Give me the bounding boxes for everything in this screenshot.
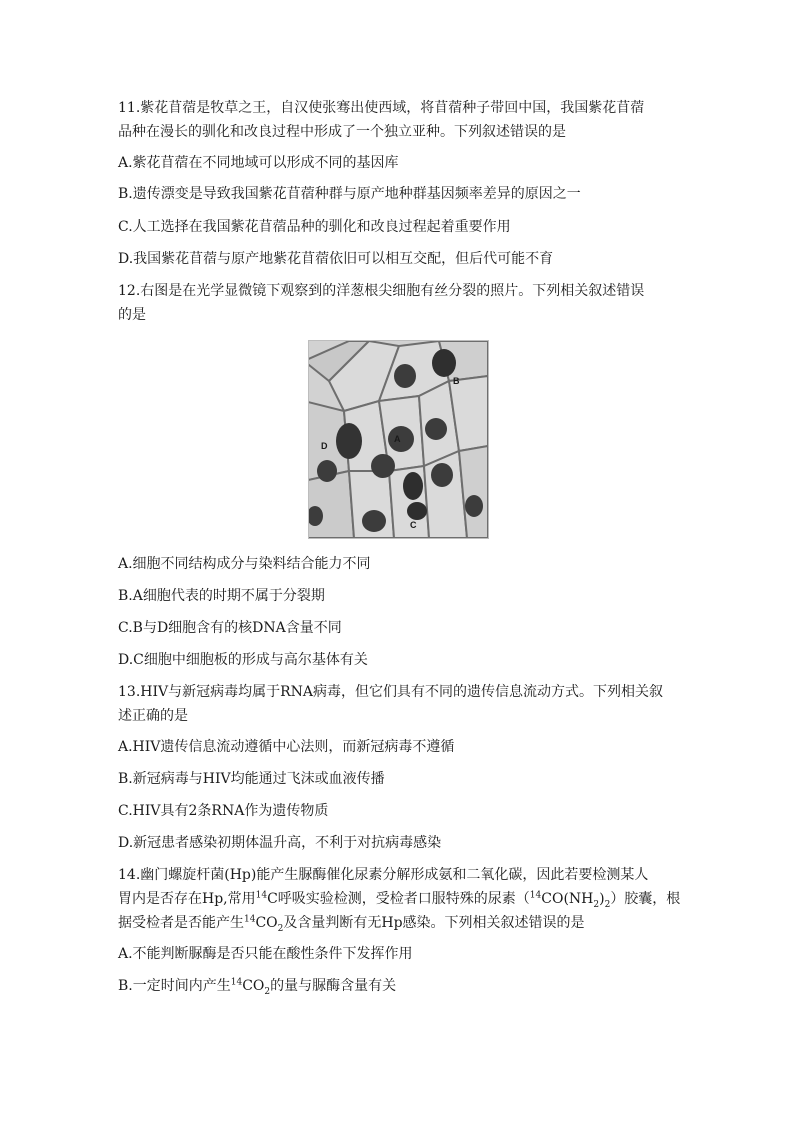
q14-stem-line3: 据受检者是否能产生$^{14}CO_2$及含量判断有无Hp感染。下列相关叙述错误的是 bbox=[118, 914, 585, 934]
q12-option-b: B.A细胞代表的时期不属于分裂期 bbox=[118, 588, 325, 604]
q12-option-c: C.B与D细胞含有的核DNA含量不同 bbox=[118, 620, 342, 636]
figure-label-b: B bbox=[453, 376, 460, 386]
q11-stem-line2: 品种在漫长的驯化和改良过程中形成了一个独立亚种。下列叙述错误的是 bbox=[118, 124, 566, 140]
onion-root-tip-micrograph bbox=[308, 340, 489, 539]
q13-option-c: C.HIV具有2条RNA作为遗传物质 bbox=[118, 803, 329, 819]
figure-label-d: D bbox=[321, 441, 328, 451]
q13-option-b: B.新冠病毒与HIV均能通过飞沫或血液传播 bbox=[118, 771, 385, 787]
q11-option-a: A.紫花苜蓿在不同地域可以形成不同的基因库 bbox=[118, 155, 399, 171]
q14-option-b: B.一定时间内产生$^{14}CO_2$的量与脲酶含量有关 bbox=[118, 977, 397, 997]
q11-option-b: B.遗传漂变是导致我国紫花苜蓿种群与原产地种群基因频率差异的原因之一 bbox=[118, 186, 581, 202]
q11-option-d: D.我国紫花苜蓿与原产地紫花苜蓿依旧可以相互交配，但后代可能不育 bbox=[118, 251, 554, 267]
q11-option-c: C.人工选择在我国紫花苜蓿品种的驯化和改良过程起着重要作用 bbox=[118, 219, 511, 235]
q13-option-d: D.新冠患者感染初期体温升高，不利于对抗病毒感染 bbox=[118, 835, 442, 851]
q13-stem-line1: 13.HIV与新冠病毒均属于RNA病毒，但它们具有不同的遗传信息流动方式。下列相关叙 bbox=[118, 684, 664, 700]
micrograph-drawing bbox=[309, 341, 488, 538]
q13-option-a: A.HIV遗传信息流动遵循中心法则，而新冠病毒不遵循 bbox=[118, 739, 455, 755]
q14-stem-line1: 14.幽门螺旋杆菌(Hp)能产生脲酶催化尿素分解形成氨和二氧化碳，因此若要检测某人 bbox=[118, 867, 649, 883]
q12-option-d: D.C细胞中细胞板的形成与高尔基体有关 bbox=[118, 652, 368, 668]
figure-label-a: A bbox=[394, 434, 401, 444]
q13-stem-line2: 述正确的是 bbox=[118, 708, 188, 724]
q12-option-a: A.细胞不同结构成分与染料结合能力不同 bbox=[118, 556, 371, 572]
q12-stem-line1: 12.右图是在光学显微镜下观察到的洋葱根尖细胞有丝分裂的照片。下列相关叙述错误 bbox=[118, 283, 645, 299]
q12-stem-line2: 的是 bbox=[118, 307, 146, 323]
q14-option-a: A.不能判断脲酶是否只能在酸性条件下发挥作用 bbox=[118, 946, 413, 962]
q11-stem-line1: 11.紫花苜蓿是牧草之王，自汉使张骞出使西域，将苜蓿种子带回中国，我国紫花苜蓿 bbox=[118, 100, 645, 116]
figure-label-c: C bbox=[410, 520, 417, 530]
q14-stem-line2: 胃内是否存在Hp,常用$^{14}$C呼吸实验检测，受检者口服特殊的尿素$(^{14}CO(NH_2)_2)$胶囊，根 bbox=[118, 890, 681, 910]
